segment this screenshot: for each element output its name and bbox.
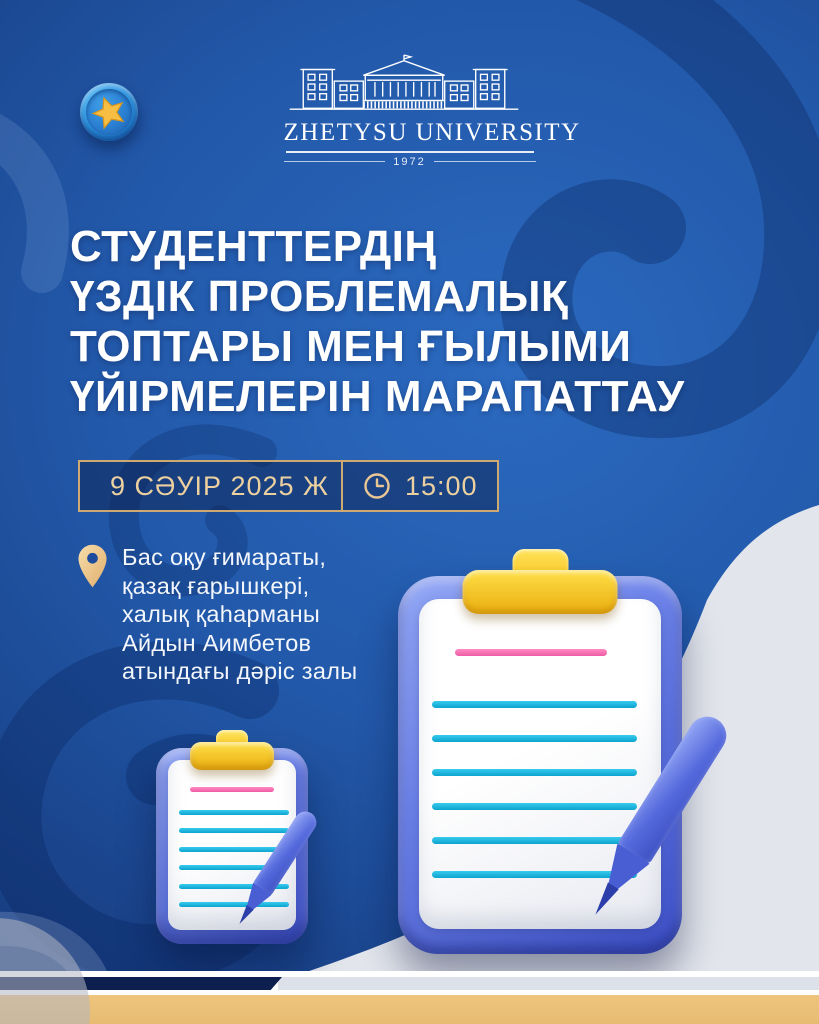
event-title xyxy=(70,222,685,422)
logo-divider xyxy=(286,151,534,153)
paper-text-line xyxy=(179,828,289,833)
university-building-icon xyxy=(284,54,524,116)
title-line-1: СТУДЕНТТЕРДІҢ xyxy=(70,222,437,271)
title-line-3: ТОПТАРЫ МЕН ҒЫЛЫМИ xyxy=(70,322,632,371)
clipboard-with-pen-3d-small xyxy=(156,748,308,944)
location-line-4: Айдын Аимбетов xyxy=(122,629,312,656)
date-box xyxy=(80,462,343,510)
paper-text-line xyxy=(432,803,637,810)
bottom-gray-stripe xyxy=(278,977,819,990)
paper-text-line xyxy=(432,769,637,776)
clip-bar xyxy=(190,742,274,770)
paper-text-line xyxy=(432,735,637,742)
paper-text-line xyxy=(179,902,289,907)
paper-text-line xyxy=(432,701,637,708)
location-block xyxy=(77,543,357,686)
star-icon xyxy=(86,89,131,134)
title-line-2: ҮЗДІК ПРОБЛЕМАЛЫҚ xyxy=(70,272,569,321)
logo-year-row xyxy=(284,156,536,168)
event-time: 15:00 xyxy=(405,470,478,501)
paper-title-line xyxy=(455,649,607,656)
year-line-right xyxy=(434,161,536,162)
star-coin-inner xyxy=(83,86,135,138)
clipboard-with-pen-3d-large xyxy=(398,576,682,954)
university-logo xyxy=(283,54,581,168)
location-line-2: қазақ ғарышкері, xyxy=(122,572,310,599)
established-year: 1972 xyxy=(393,155,426,168)
clip-bar xyxy=(463,570,618,614)
location-line-5: атындағы дәріс залы xyxy=(122,658,358,684)
clipboard-clip xyxy=(190,730,274,778)
paper-title-line xyxy=(190,787,274,792)
schedule-bar xyxy=(78,460,499,512)
location-text xyxy=(122,543,357,686)
time-box xyxy=(343,462,497,510)
event-date: 9 СӘУІР 2025 Ж xyxy=(110,470,329,501)
university-name: ZHETYSU UNIVERSITY xyxy=(283,119,581,146)
clock-icon xyxy=(361,470,393,502)
location-line-1: Бас оқу ғимараты, xyxy=(122,544,327,570)
title-line-4: ҮЙІРМЕЛЕРІН МАРАПАТТАУ xyxy=(70,372,685,421)
year-line-left xyxy=(284,161,386,162)
location-pin-icon xyxy=(77,543,108,589)
paper-text-line xyxy=(432,837,637,844)
location-line-3: халық қаһарманы xyxy=(122,601,321,627)
bottom-gold-stripe xyxy=(0,995,819,1024)
clipboard-clip xyxy=(463,542,618,620)
paper-text-line xyxy=(179,810,289,815)
